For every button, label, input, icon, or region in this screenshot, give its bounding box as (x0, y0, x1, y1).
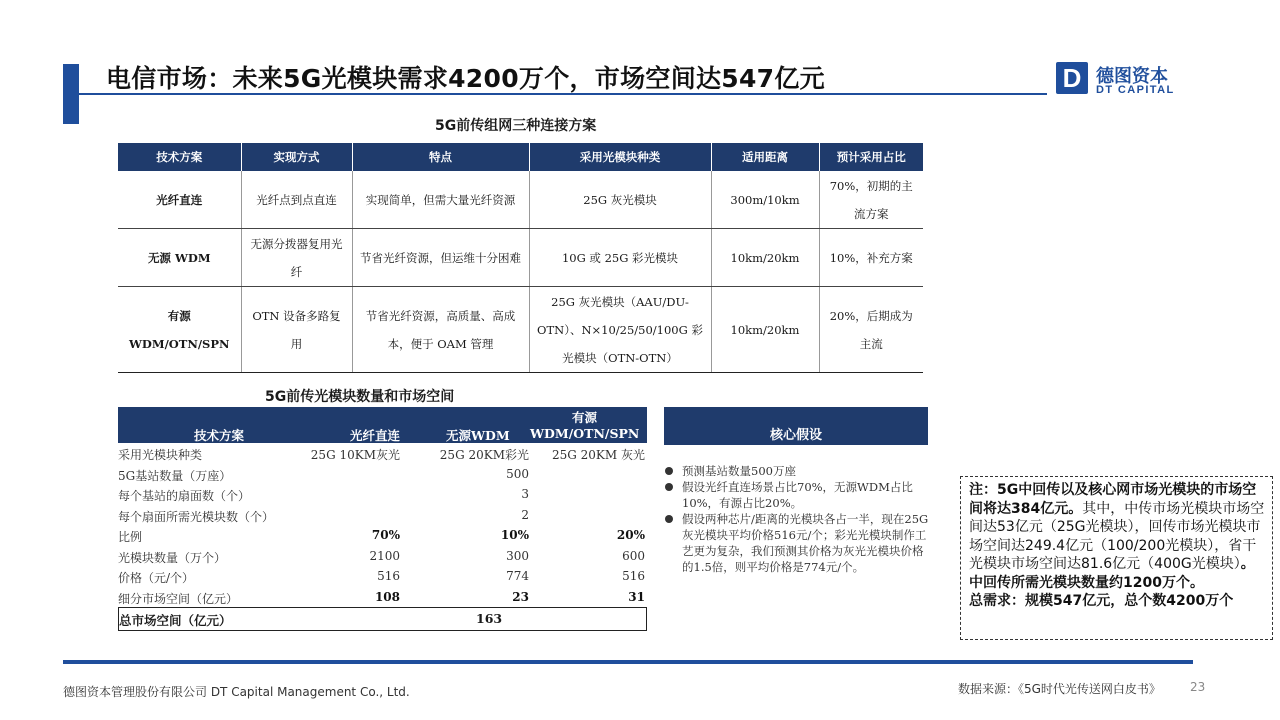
table-row (118, 484, 647, 505)
table-row (118, 587, 647, 608)
row-label: 5G基站数量（万座） (118, 468, 232, 483)
bullet-icon (665, 467, 673, 475)
table-header-cell: WDM/OTN/SPN (530, 426, 640, 441)
row-label: 每个扇面所需光模块数（个） (118, 509, 275, 524)
table-header (118, 407, 647, 443)
table-cell: 2100 (369, 548, 400, 563)
table-cell: 25G 灰光模块（AAU/DU-OTN）、N×10/25/50/100G 彩光模块（OTN-OTN） (529, 287, 711, 373)
table-header-cell: 有源 (572, 410, 598, 425)
table-row (118, 464, 647, 485)
list-item (664, 511, 934, 575)
table-cell: 300 (506, 548, 529, 563)
table-cell: 3 (521, 487, 529, 501)
table-cell: 10km/20km (711, 287, 819, 373)
logo-text-en: DT CAPITAL (1096, 84, 1175, 96)
table-cell: 25G 灰光模块 (529, 171, 711, 229)
bullet-icon (665, 515, 673, 523)
table-cell: 23 (512, 589, 529, 604)
list-item-text: 假设两种芯片/距离的光模块各占一半，现在25G灰光模块平均价格516元/个；彩光光模块制作工艺更为复杂，我们预测其价格为灰光光模块价格的1.5倍，则平均价格是774元/个。 (682, 512, 929, 574)
table-cell: 25G 10KM灰光 (310, 448, 400, 462)
table-cell: 600 (622, 548, 645, 563)
note-summary: 总需求：规模547亿元，总个数4200万个 (969, 593, 1234, 609)
page-number: 23 (1190, 680, 1206, 694)
table-cell: 108 (374, 589, 400, 604)
table-cell: 节省光纤资源，高质量、高成本，便于 OAM 管理 (352, 287, 529, 373)
table-header-cell: 光纤直连 (350, 428, 401, 443)
table1-title: 5G前传组网三种连接方案 (435, 118, 597, 134)
table-cell: 20% (616, 528, 645, 542)
row-label: 比例 (118, 530, 143, 544)
note-box (960, 476, 1273, 640)
table-header-cell: 技术方案 (194, 428, 245, 443)
table-cell: 70% (371, 528, 400, 542)
table-cell: 516 (622, 569, 645, 583)
list-item (664, 463, 934, 479)
footer-source: 数据来源：《5G时代光传送网白皮书》 (958, 682, 1161, 696)
table-row (118, 443, 647, 464)
core-assumptions-title: 核心假设 (664, 407, 928, 445)
title-underline (79, 93, 1047, 95)
note-bold-text: 。中回传所需光模块数量约1200万个。 (969, 556, 1255, 591)
page-title: 电信市场：未来5G光模块需求4200万个，市场空间达547亿元 (106, 64, 825, 93)
table-header-cell: 无源WDM (446, 428, 510, 443)
table-row (118, 171, 923, 229)
table-cell: 光纤点到点直连 (241, 171, 352, 229)
table-cell: 10% (500, 528, 529, 542)
table-row (118, 546, 647, 567)
table-row (118, 505, 647, 526)
footer-company: 德图资本管理股份有限公司 DT Capital Management Co., Ltd. (63, 685, 410, 699)
row-label: 无源 WDM (118, 229, 241, 287)
table-cell: 2 (521, 507, 529, 522)
table-cell: 774 (506, 569, 529, 583)
row-label: 光纤直连 (118, 171, 241, 229)
table-header-cell: 实现方式 (241, 143, 352, 171)
list-item (664, 479, 934, 511)
row-label: 每个基站的扇面数（个） (118, 489, 251, 503)
core-assumptions-list (664, 463, 934, 575)
bullet-icon (665, 483, 673, 491)
logo-text-cn: 德图资本 (1096, 66, 1168, 87)
table-cell: OTN 设备多路复用 (241, 287, 352, 373)
table-row (118, 525, 647, 546)
table-header-cell: 预计采用占比 (819, 143, 923, 171)
footer-rule (63, 660, 1193, 664)
total-label: 总市场空间（亿元） (119, 613, 232, 628)
row-label-line: 有源 (167, 308, 191, 323)
row-label-line: WDM/OTN/SPN (128, 336, 230, 351)
table-header-cell: 采用光模块种类 (529, 143, 711, 171)
table2-title: 5G前传光模块数量和市场空间 (265, 389, 455, 405)
table-header-cell: 适用距离 (711, 143, 819, 171)
row-label: 细分市场空间（亿元） (118, 591, 239, 606)
table-cell: 实现简单，但需大量光纤资源 (352, 171, 529, 229)
title-accent-bar (63, 64, 79, 124)
table-row (118, 287, 923, 373)
table-cell: 25G 20KM 灰光 (551, 448, 645, 462)
table-cell: 无源分拨器复用光纤 (241, 229, 352, 287)
table-header-cell: 特点 (352, 143, 529, 171)
table-cell: 20%，后期成为主流 (819, 287, 923, 373)
logo-icon: D (1056, 62, 1088, 94)
total-value: 163 (476, 611, 503, 626)
table-cell: 10%，补充方案 (819, 229, 923, 287)
table-row (118, 566, 647, 587)
row-label: 光模块数量（万个） (118, 550, 227, 565)
table-cell: 516 (377, 569, 400, 583)
note-bold-text: 注：5G中回传以及核心网市场光模块的市场空间将达384亿元。 (969, 482, 1257, 517)
table-cell: 500 (506, 466, 529, 481)
connection-scheme-table (118, 143, 923, 373)
table-cell: 300m/10km (711, 171, 819, 229)
table-cell: 10G 或 25G 彩光模块 (529, 229, 711, 287)
row-label: 采用光模块种类 (118, 448, 203, 462)
table-cell: 70%，初期的主流方案 (819, 171, 923, 229)
list-item-text: 预测基站数量500万座 (682, 464, 796, 478)
list-item-text: 假设光纤直连场景占比70%，无源WDM占比10%，有源占比20%。 (682, 480, 913, 510)
market-space-table (118, 407, 647, 631)
table-total-row (118, 607, 647, 631)
table-cell: 25G 20KM彩光 (439, 448, 529, 462)
table-header-cell: 技术方案 (118, 143, 241, 171)
table-row (118, 229, 923, 287)
note-text: 其中，中传市场光模块市场空间达53亿元（25G光模块），回传市场光模块市场空间达249.4亿元（100/200光模块），省干光模块市场空间达81.6亿元（400G光模块） (969, 500, 1265, 572)
table-cell: 31 (628, 589, 645, 604)
row-label (118, 287, 241, 373)
table-cell: 10km/20km (711, 229, 819, 287)
row-label: 价格（元/个） (118, 571, 195, 585)
table-cell: 节省光纤资源，但运维十分困难 (352, 229, 529, 287)
